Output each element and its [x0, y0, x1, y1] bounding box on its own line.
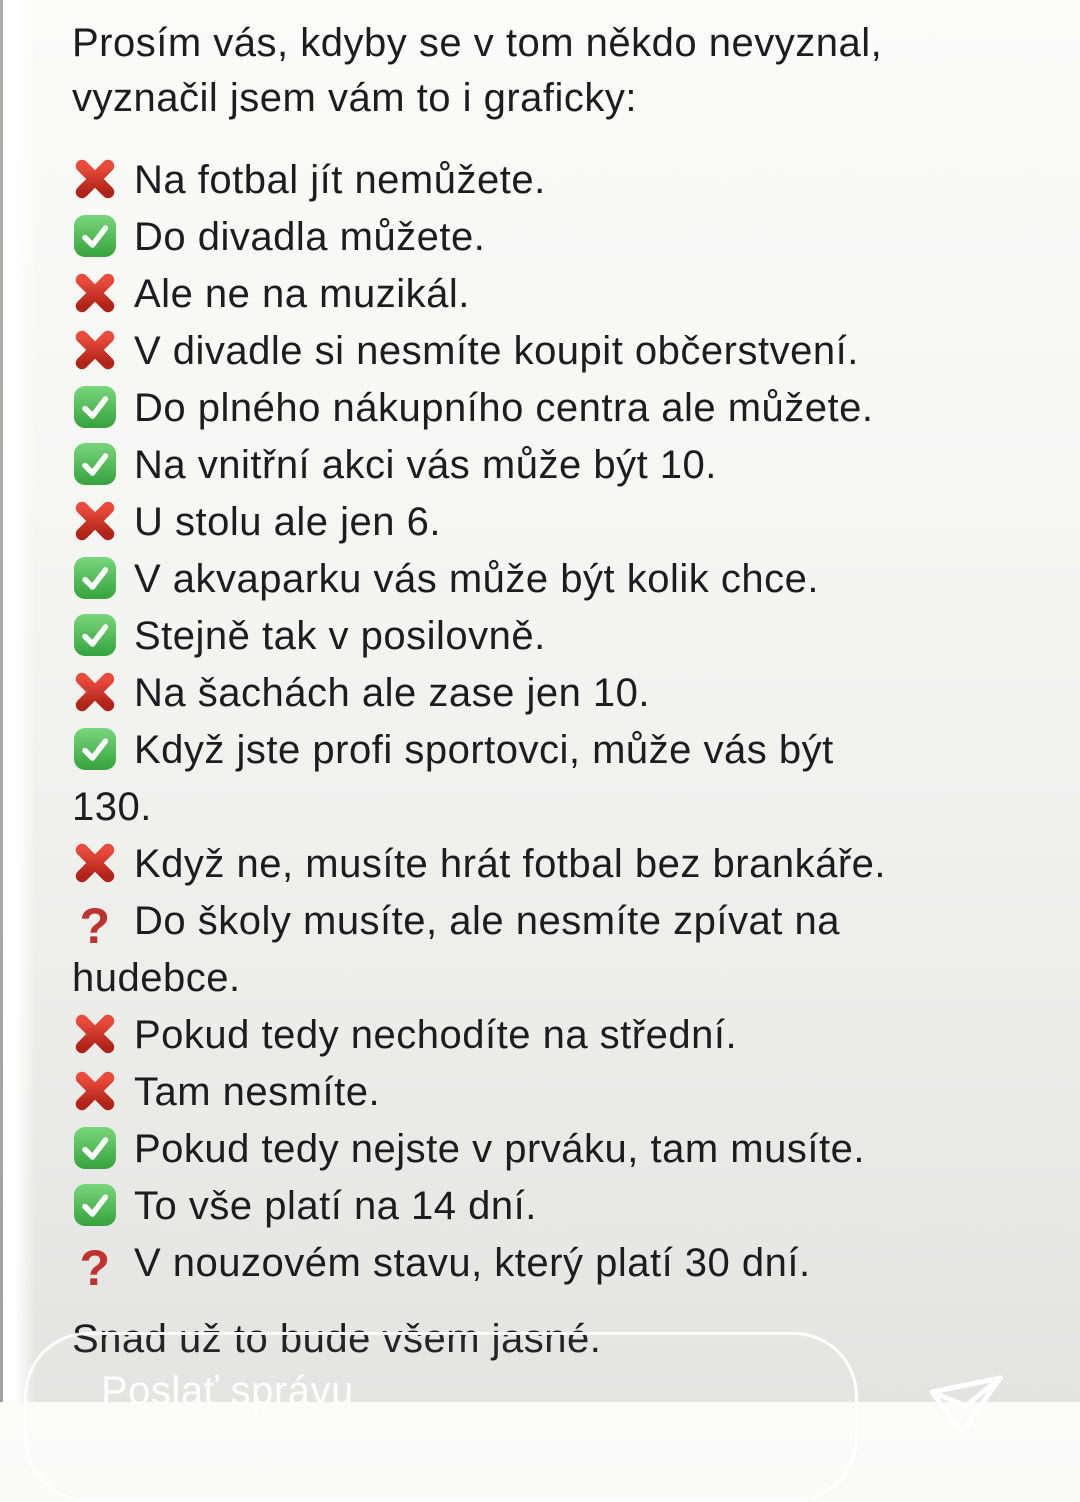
list-item — [72, 1121, 1022, 1178]
list-item — [72, 1007, 1022, 1064]
list-item — [72, 380, 1022, 437]
check-mark-icon — [72, 213, 118, 259]
list-item-text: Pokud tedy nechodíte na střední. — [134, 1013, 738, 1057]
list-item — [72, 893, 1022, 1007]
list-item-text: Když jste profi sportovci, může vás být — [134, 728, 834, 772]
list-item-text-wrap: 130. — [72, 785, 152, 829]
list-item — [72, 1235, 1022, 1296]
list-item — [72, 722, 1022, 836]
list-item — [72, 608, 1022, 665]
check-mark-icon — [72, 612, 118, 658]
cross-mark-icon — [72, 1011, 118, 1057]
check-mark-icon — [72, 726, 118, 772]
list-item-text-wrap: hudebce. — [72, 956, 241, 1000]
cross-mark-icon — [72, 498, 118, 544]
cross-mark-icon — [72, 156, 118, 202]
check-mark-icon — [72, 384, 118, 430]
list-item-text: Do školy musíte, ale nesmíte zpívat na — [134, 899, 840, 943]
list-item — [72, 323, 1022, 380]
list-item — [72, 152, 1022, 209]
list-item-text: V akvaparku vás může být kolik chce. — [134, 557, 819, 601]
closing-text: Snad už to bude všem jasné. — [72, 1317, 602, 1361]
list-item — [72, 1064, 1022, 1121]
list-item — [72, 494, 1022, 551]
list-item-text: Tam nesmíte. — [134, 1070, 381, 1114]
list-item-text: V nouzovém stavu, který platí 30 dní. — [134, 1241, 811, 1285]
check-mark-icon — [72, 441, 118, 487]
list-item-text: Ale ne na muzikál. — [134, 272, 470, 316]
heading-line-2: vyznačil jsem vám to i graficky: — [72, 76, 638, 120]
list-item-text: Na vnitřní akci vás může být 10. — [134, 443, 717, 487]
screenshot-left-margin — [3, 0, 36, 1402]
list-item — [72, 1178, 1022, 1235]
list-item-text: V divadle si nesmíte koupit občerstvení. — [134, 329, 859, 373]
paper-plane-icon — [926, 1372, 1006, 1452]
red-question-mark-icon: ? — [79, 898, 111, 954]
list-item-text: Do plného nákupního centra ale můžete. — [134, 386, 874, 430]
message-input-placeholder: Poslať správu — [101, 1369, 354, 1413]
post-heading — [72, 16, 1022, 126]
red-question-mark-icon: ? — [79, 1240, 111, 1296]
check-mark-icon — [72, 1125, 118, 1171]
list-item — [72, 836, 1022, 893]
cross-mark-icon — [72, 327, 118, 373]
list-item — [72, 551, 1022, 608]
rules-list — [72, 152, 1022, 1296]
check-mark-icon — [72, 1182, 118, 1228]
list-item — [72, 266, 1022, 323]
list-item-text: Na šachách ale zase jen 10. — [134, 671, 651, 715]
cross-mark-icon — [72, 669, 118, 715]
list-item-text: To vše platí na 14 dní. — [134, 1184, 537, 1228]
check-mark-icon — [72, 555, 118, 601]
list-item-text: U stolu ale jen 6. — [134, 500, 441, 544]
cross-mark-icon — [72, 1068, 118, 1114]
list-item — [72, 209, 1022, 266]
cross-mark-icon — [72, 840, 118, 886]
list-item — [72, 665, 1022, 722]
cross-mark-icon — [72, 270, 118, 316]
list-item-text: Do divadla můžete. — [134, 215, 486, 259]
screenshot-left-edge — [0, 0, 3, 1402]
list-item-text: Stejně tak v posilovně. — [134, 614, 546, 658]
message-input[interactable] — [24, 1332, 858, 1502]
list-item-text: Na fotbal jít nemůžete. — [134, 158, 546, 202]
send-button[interactable] — [926, 1372, 1006, 1452]
list-item — [72, 437, 1022, 494]
list-item-text: Když ne, musíte hrát fotbal bez brankáře. — [134, 842, 887, 886]
list-item-text: Pokud tedy nejste v prváku, tam musíte. — [134, 1127, 865, 1171]
heading-line-1: Prosím vás, kdyby se v tom někdo nevyznal, — [72, 21, 883, 65]
